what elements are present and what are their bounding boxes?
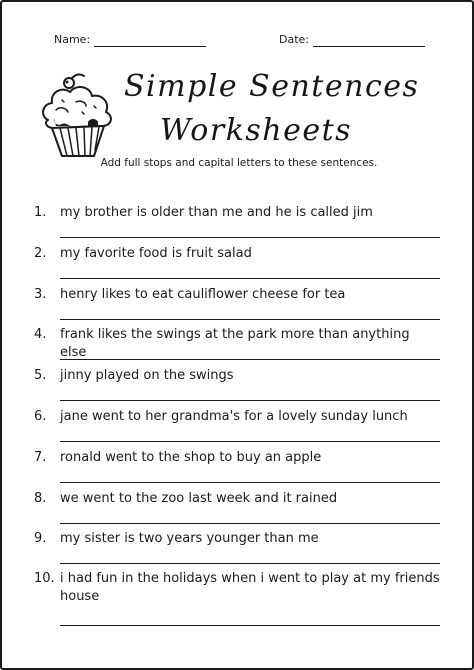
date-blank-line	[313, 35, 425, 47]
sentence-text: jane went to her grandma's for a lovely sunday lunch	[60, 408, 408, 424]
sentence-item-5	[34, 365, 442, 406]
worksheet-title-line-2: Worksheets	[160, 113, 353, 148]
worksheet-title-line-1: Simple Sentences	[124, 69, 420, 104]
sentence-text: we went to the zoo last week and it rained	[60, 490, 338, 506]
sentence-number: 1.	[34, 205, 47, 220]
sentence-number: 10.	[34, 571, 55, 587]
sentence-item-4	[34, 324, 442, 365]
answer-line	[60, 523, 440, 524]
answer-line	[60, 441, 440, 442]
sentence-list	[34, 202, 442, 610]
sentence-item-3	[34, 284, 442, 325]
sentence-text: frank likes the swings at the park more than anything else	[60, 327, 410, 361]
sentence-text: my favorite food is fruit salad	[60, 245, 252, 261]
sentence-item-7	[34, 447, 442, 488]
date-field	[279, 33, 425, 47]
sentence-number: 6.	[34, 408, 47, 424]
sentence-text: my sister is two years younger than me	[60, 531, 319, 547]
name-label: Name:	[54, 33, 91, 46]
sentence-item-1	[34, 202, 442, 243]
name-field	[54, 33, 206, 47]
sentence-text: my brother is older than me and he is called jim	[60, 205, 373, 220]
answer-line	[60, 563, 440, 564]
sentence-item-6	[34, 406, 442, 447]
instructions-text: Add full stops and capital letters to these sentences.	[100, 157, 378, 169]
answer-line	[60, 625, 440, 626]
answer-line	[60, 278, 440, 279]
sentence-item-9	[34, 528, 442, 569]
answer-line	[60, 359, 440, 360]
sentence-number: 9.	[34, 531, 47, 547]
sentence-number: 8.	[34, 490, 47, 506]
sentence-number: 7.	[34, 449, 47, 465]
sentence-number: 2.	[34, 245, 47, 261]
sentence-item-8	[34, 488, 442, 529]
sentence-text: henry likes to eat cauliflower cheese for tea	[60, 286, 346, 302]
sentence-text: i had fun in the holidays when i went to play at my friends house	[60, 571, 440, 605]
sentence-number: 4.	[34, 327, 47, 343]
answer-line	[60, 400, 440, 401]
date-label: Date:	[279, 33, 309, 46]
sentence-item-2	[34, 243, 442, 284]
sentence-number: 5.	[34, 368, 47, 384]
sentence-text: jinny played on the swings	[60, 368, 234, 384]
sentence-text: ronald went to the shop to buy an apple	[60, 449, 322, 465]
sentence-item-10	[34, 569, 442, 610]
answer-line	[60, 482, 440, 483]
answer-line	[60, 237, 440, 238]
name-blank-line	[94, 35, 206, 47]
answer-line	[60, 319, 440, 320]
cupcake-icon	[36, 70, 126, 162]
sentence-number: 3.	[34, 286, 47, 302]
